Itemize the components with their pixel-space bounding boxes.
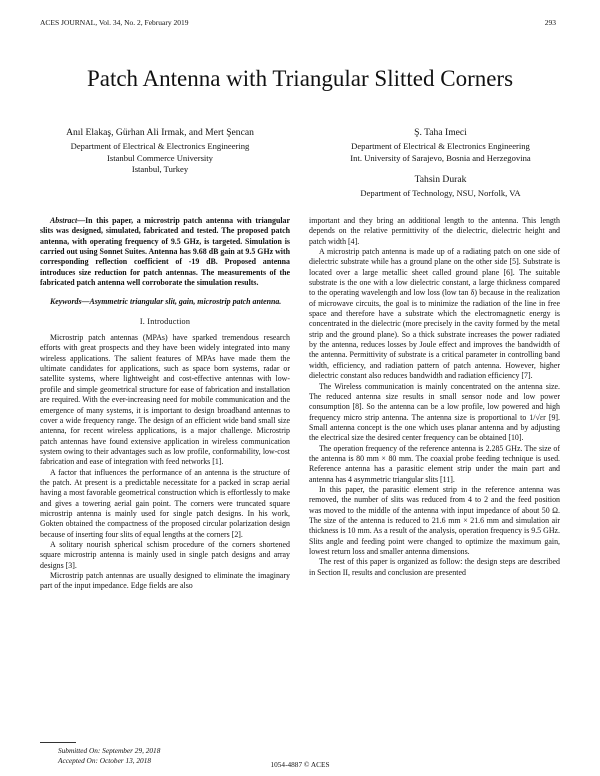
issn-footer: 1054-4887 © ACES bbox=[270, 760, 330, 769]
paragraph: A solitary nourish spherical schism procedure of the corners shortened square microstrip antenna is mainly used in single patch designs and array designs [3]. bbox=[40, 539, 290, 570]
left-column bbox=[40, 216, 290, 592]
paragraph: A factor that influences the performance of an antenna is the structure of the patch. At present is a predictable necessitate for a packed in scrap aerial having a most favorable geometrical construction which is effortlessly to make and gives a towering aerial gain point. The corners were truncated square microstrip antenna is mainly used for single patch designs. In his work, Gokten obtained the compactness of the proposed circular polarization design because of inserting four slits of equal lengths at the corners [2]. bbox=[40, 467, 290, 539]
abstract bbox=[40, 216, 290, 288]
author-block-2 bbox=[318, 127, 563, 164]
author-names: Ş. Taha Imeci bbox=[414, 127, 467, 138]
running-header: ACES JOURNAL, Vol. 34, No. 2, February 2019 bbox=[40, 18, 189, 27]
affiliation-line: Department of Electrical & Electronics Engineering bbox=[351, 141, 530, 152]
abstract-label: Abstract bbox=[50, 216, 78, 225]
paragraph: Microstrip patch antennas (MPAs) have sparked tremendous research efforts with great prospects and they have been widely integrated into many wireless applications. The salient features of MPAs have made them the ultimate candidates for applications, such as space born systems, radar or satellite systems, where lightweight and cost-effective antennas with low-profile and simple geometrical structure for ease of fabrication and installation are required. With the ever-increasing need for mobile communication and the emergence of many systems, it is important to design broadband antennas to cover a wide frequency range. The design of an efficient wide band small size antenna, for recent wireless applications, is a major challenge. Microstrip patch antennas have found extensive application in wireless communication system owing to their advantages such as low profile, conformability, low-cost fabrication and ease of integration with feed networks [1]. bbox=[40, 333, 290, 467]
paragraph: The rest of this paper is organized as follow: the design steps are described in Section II, results and conclusion are presented bbox=[309, 557, 560, 577]
submitted-date: Submitted On: September 29, 2018 bbox=[58, 746, 161, 755]
author-names: Tahsin Durak bbox=[414, 174, 467, 185]
accepted-date: Accepted On: October 13, 2018 bbox=[58, 755, 152, 765]
abstract-text: —In this paper, a microstrip patch antenna with triangular slits was designed, simulated, fabricated and tested. The proposed patch antenna, with operating frequency of 9.5 GHz, is targeted. Simulation is carried out using Sonnet Suites. Antenna has 9.68 dB gain at 9.5 GHz with corresponding reflection coefficient of -19 dB. Proposed antenna introduces size reduction for patch antennas. The measurements of the fabricated patch antenna well corroborate the simulation results. bbox=[40, 216, 290, 288]
paragraph: The Wireless communication is mainly concentrated on the antenna size. The reduced antenna size results in small sensor node and low power consumption [8]. So the antenna can be a low profile, low powered and high frequency micro strip antenna. The antenna size is proportional to 1/√εr [9]. Small antenna concept is the one which uses planar antenna and by adjusting the electrical size the desired center frequency can be obtained [10]. bbox=[309, 381, 560, 443]
paragraph: important and they bring an additional length to the antenna. This length depends on the relative permittivity of the dielectric, dielectric height and patch width [4]. bbox=[309, 216, 560, 246]
author-block-3 bbox=[318, 174, 563, 200]
page-number: 293 bbox=[544, 18, 556, 27]
paragraph: Microstrip patch antennas are usually designed to eliminate the imaginary part of the input impedance. Edge fields are also bbox=[40, 571, 290, 591]
affiliation-line: Istanbul Commerce University bbox=[107, 152, 213, 163]
paragraph: The operation frequency of the reference antenna is 2.285 GHz. The size of the antenna is 80 mm × 80 mm. The coaxial probe feeding technique is used. Reference antenna has a parasitic element strip under the main part and antenna has 4 asymmetric triangular slits [11]. bbox=[309, 443, 560, 484]
footnote-rule bbox=[40, 742, 76, 743]
right-column bbox=[309, 216, 560, 578]
keywords: Keywords—Asymmetric triangular slit, gain, microstrip patch antenna. bbox=[50, 297, 282, 307]
author-block-1 bbox=[40, 127, 280, 176]
author-names: Anıl Elakaş, Gürhan Ali Irmak, and Mert Şencan bbox=[66, 127, 254, 138]
paper-title: Patch Antenna with Triangular Slitted Corners bbox=[86, 66, 514, 91]
affiliation-line: Int. University of Sarajevo, Bosnia and Herzegovina bbox=[350, 152, 531, 163]
affiliation-line: Istanbul, Turkey bbox=[131, 164, 189, 175]
affiliation-line: Department of Technology, NSU, Norfolk, VA bbox=[360, 188, 521, 199]
section-heading: I. Introduction bbox=[139, 316, 191, 326]
paragraph: A microstrip patch antenna is made up of a radiating patch on one side of dielectric substrate while has a ground plane on the other side [5]. Substrate is located over a large metallic sheet called ground plane [6]. The suitable substrate is the one with a low dielectric constant, a large thickness compared to the operating wavelength and low loss (low tan δ) because in the realization of microwave circuits, the goal is to minimize the radiation of the line in free space and therefore have a substrate which the electromagnetic energy is concentrated in the dielectric (more precisely in the cavity formed by the metal strip and the ground plane). So a thick substrate increases the power radiated by the antenna, reduces losses by Joule effect and improves the bandwidth of the antenna. Permittivity of substrate is a critical parameter in controlling band width, efficiency, and radiation pattern of patch antenna. However, higher dielectric constant also reduces bandwidth and radiation efficiency [7]. bbox=[309, 247, 560, 381]
affiliation-line: Department of Electrical & Electronics Engineering bbox=[70, 141, 250, 152]
paragraph: In this paper, the parasitic element strip in the reference antenna was removed, the number of slits was reduced from 4 to 2 and the feed position was moved to the middle of the antenna with input impedance of about 50 Ω. The size of the antenna is reduced to 21.6 mm × 21.6 mm and simulation air thickness is 10 mm. As a result of the analysis, operation frequency is 9.5 GHz. Slits angle and feeding point were changed to optimize the maximum gain, lowest return loss and smaller antenna dimensions. bbox=[309, 484, 560, 556]
